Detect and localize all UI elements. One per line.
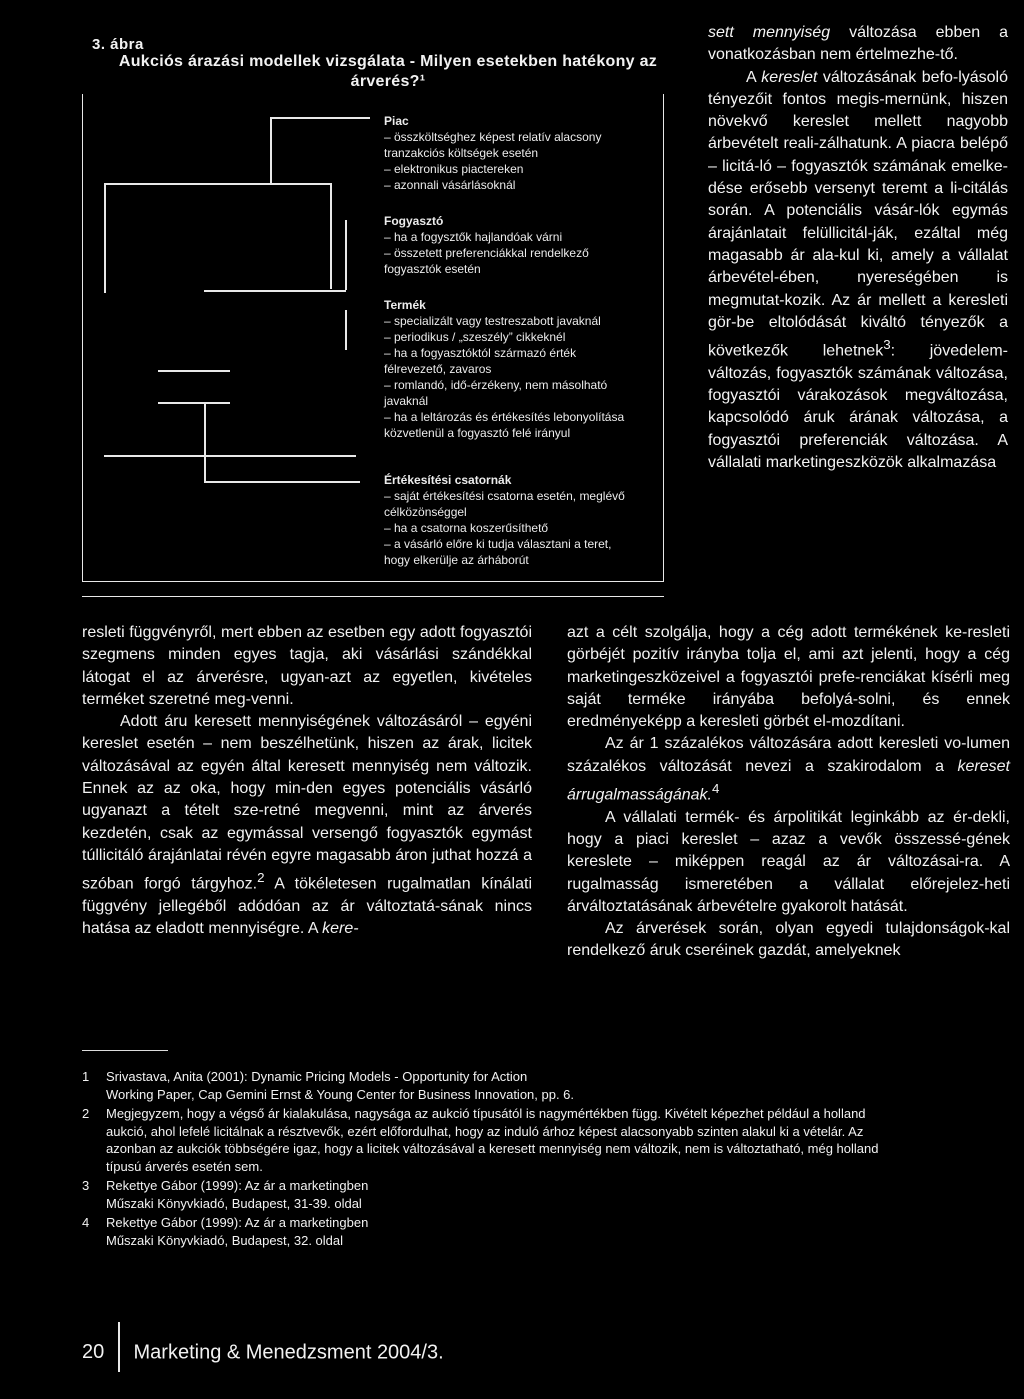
footnote-1: 1 Srivastava, Anita (2001): Dynamic Pricing Models - Opportunity for Action Working Paper, Cap Gemini Ernst & Young Center for Business Innovation, pp. 6.	[82, 1069, 575, 1102]
diagram-block-termek: Termék – specializált vagy testreszabott javaknál – periodikus / „szeszély” cikkeknél – ha a fogyasztóktól származó érték félrevezető, zavaros – romlandó, idő-érzékeny, nem másolható javaknál – ha a leltározás és értékesítés lebonyolítása közvetlenül a fogyasztó felé irányul	[384, 298, 625, 440]
diagram-block-piac: Piac – összköltséghez képest relatív alacsony tranzakciós költségek esetén – elektronikus piactereken – azonnali vásárlásoknál	[384, 114, 602, 192]
paragraph: Adott áru keresett mennyiségének változásáról – egyéni kereslet esetén – nem beszélhetünk, hiszen az árak, licitek változásával az egyén által keresett mennyiség nem változik. Ennek az az oka, hogy min-den egyes potenciális vásárló ugyanazt a tételt sze-retné megvenni, mint az árverés kezdetén, csak az egymással versengő fogyasztók egymást túllicitáló árajánlatai révén egyre magasabb áron juthat hozzá a szóban forgó tárgyhoz.$^2$ A tökéletesen rugalmatlan kínálati függvény jellegéből adódóan az ár változtatá-sának nincs hatása az eladott mennyiségre. A kere-	[82, 713, 532, 938]
left-column	[82, 622, 532, 940]
figure-title: Aukciós árazási modellek vizsgálata - Milyen esetekben hatékony az árverés?¹	[118, 53, 658, 90]
figure-label: 3. ábra	[92, 36, 144, 53]
diagram-block-fogyaszto: Fogyasztó – ha a fogysztők hajlandóak várni – összetett preferenciákkal rendelkező fogyasztók esetén	[384, 214, 589, 276]
footnote-2: 2 Megjegyzem, hogy a végső ár kialakulása, nagysága az aukció típusától is nagymértékben függ. Kivételt képezhet például a holland aukció, ahol lefelé licitálnak a résztvevők, ezért előfordulhat, hogy az induló árhoz képest alacsonyabb szinten alakul ki a vételár. Az azonban az aukciók többségére igaz, hogy a licitek változásával a keresett mennyiség nem változik, nem is változtatható, még holland típusú árverés esetén sem.	[82, 1106, 879, 1174]
right-column-bottom	[567, 622, 1010, 963]
footnote-3: 3 Rekettye Gábor (1999): Az ár a marketingben Műszaki Könyvkiadó, Budapest, 31-39. oldal	[82, 1178, 369, 1211]
footnote-4: 4 Rekettye Gábor (1999): Az ár a marketingben Műszaki Könyvkiadó, Budapest, 32. oldal	[82, 1215, 369, 1248]
paragraph: Az árverések során, olyan egyedi tulajdonságok-kal rendelkező áruk cseréinek gazdát, amelyeknek	[567, 920, 1010, 960]
paragraph: Az ár 1 százalékos változására adott keresleti vo-lumen százalékos változását nevezi a szakirodalom a kereset árrugalmasságának.$^4$	[567, 735, 1010, 804]
paragraph: azt a célt szolgálja, hogy a cég adott termékének ke-resleti görbéjét pozitív irányba tolja el, ami azt jelenti, hogy a cég marketingeszközeivel a fogyasztói prefe-renciákat kísérli meg saját terméke irányába befolyá-solni, és ennek eredményeképp a keresleti görbét el-mozdítani.	[567, 624, 1010, 731]
diagram-block-ertekesites: Értékesítési csatornák – saját értékesítési csatorna esetén, meglévő célközönséggel – ha a csatorna koszerűsíthető – a vásárló előre ki tudja választani a teret, hogy elkerülje az árháborút	[384, 473, 625, 567]
paragraph: sett mennyiség változása ebben a vonatkozásban nem értelmezhe-tő.	[708, 24, 1008, 64]
page-number: 20	[82, 1341, 105, 1364]
footer-divider	[118, 1322, 120, 1372]
paragraph: A vállalati termék- és árpolitikát leginkább az ér-dekli, hogy a piaci kereslet – azaz a vevők összessé-gének kereslete – miképpen reagál az ár változásai-ra. A rugalmasság ismeretében a vállalat előrejelez-heti árváltoztatásának árbevételre gyakorolt hatását.	[567, 808, 1010, 915]
paragraph: A kereslet változásának befo-lyásoló tényezőit fontos megis-mernünk, hiszen növekvő kereslet mellett nagyobb árbevételt reali-zálhatunk. A piacra belépő – licitá-ló – fogyasztók számának emelke-dése erősebb versenyt teremt a li-citálás során. A potenciális vásár-lók egymás árajánlatait felüllicitál-ják, ezáltal még magasabb ár ala-kul ki, amely a vállalat árbevétel-ében, nyereségében is megmutat-kozik. Az ár mellett a keresleti gör-be eltolódását kiváltó tényezők a következők lehetnek$^3$: jövedelem-változás, fogyasztók számának változása, fogyasztói várakozások megváltozása, kapcsolódó áruk árának változása, a fogyasztói preferenciák változása. A vállalati marketingeszközök alkalmazása	[708, 68, 1008, 471]
figure-frame-bottom	[82, 596, 664, 597]
footnotes	[82, 1068, 1012, 1251]
paragraph: resleti függvényről, mert ebben az esetben egy adott fogyasztói szegmens minden egyes tagja, aki vásárlási szándékkal látogat el az árverésre, ugyan-azt az egyetlen, kivételes terméket szeretné meg-venni.	[82, 624, 532, 708]
page-footer	[82, 1328, 444, 1378]
footnote-rule	[82, 1050, 168, 1051]
journal-name: Marketing & Menedzsment 2004/3.	[133, 1341, 444, 1364]
right-column-top	[708, 22, 1008, 474]
